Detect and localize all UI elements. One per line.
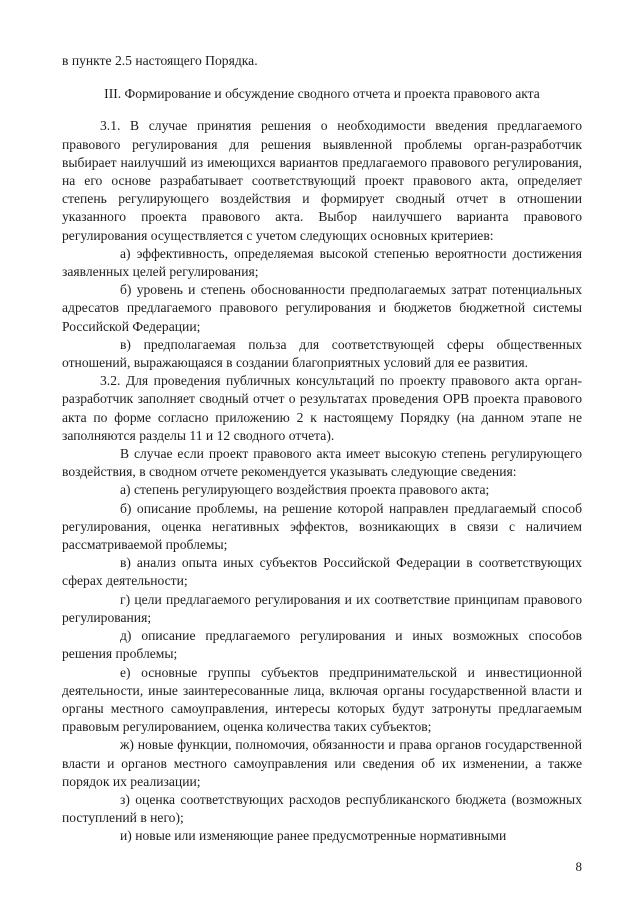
criterion-b: б) уровень и степень обоснованности предполагаемых затрат потенциальных адресатов предлагаемого правового регулирования и бюджетов бюджетной системы Российской Федерации; <box>62 282 582 334</box>
item-c: в) анализ опыта иных субъектов Российской Федерации в соответствующих сферах деятельности; <box>62 555 582 589</box>
item-g: ж) новые функции, полномочия, обязанности и права органов государственной власти и органов местного самоуправления или сведения об их изменении, а также порядок их реализации; <box>62 737 582 789</box>
item-i: и) новые или изменяющие ранее предусмотренные нормативными <box>120 828 507 844</box>
item-h: з) оценка соответствующих расходов республиканского бюджета (возможных поступлений в него); <box>62 791 582 826</box>
section-heading: III. Формирование и обсуждение сводного отчета и проекта правового акта <box>104 86 540 102</box>
item-b: б) описание проблемы, на решение которой направлен предлагаемый способ регулирования, оценка негативных эффектов, возникающих в связи с наличием рассматриваемой проблемы; <box>62 500 582 553</box>
page-number: 8 <box>575 859 582 874</box>
criterion-a: а) эффективность, определяемая высокой степенью вероятности достижения заявленных целей регулирования; <box>62 245 582 280</box>
paragraph-3-1: 3.1. В случае принятия решения о необходимости введения предлагаемого правового регулирования для решения выявленной проблемы орган-разработчик выбирает наилучший из имеющихся вариантов предлагаемого правового регулирования, на его основе разрабатывает соответствующий проект правового акта, определяет степень регулирующего воздействия и формирует сводный отчет в отношении указанного проекта правового акта. Выбор наилучшего варианта правового регулирования осуществляется с учетом следующих основных критериев: <box>62 118 582 243</box>
intro-line: в пункте 2.5 настоящего Порядка. <box>62 53 258 68</box>
paragraph-3-2: 3.2. Для проведения публичных консультаций по проекту правового акта орган-разработчик заполняет сводный отчет о результатах проведения ОРВ проекта правового акта по форме согласно приложению 2 к настоящему Порядку (на данном этапе не заполняются разделы 11 и 12 сводного отчета). <box>62 373 582 443</box>
item-f: е) основные группы субъектов предпринимательской и инвестиционной деятельности, иные заинтересованные лица, включая органы государственной власти и органы местного самоуправления, интересы которых будут затронуты предлагаемым правовым регулированием, оценка количества таких субъектов; <box>62 664 582 735</box>
item-d: г) цели предлагаемого регулирования и их соответствие принципам правового регулирования; <box>62 591 582 625</box>
item-e: д) описание предлагаемого регулирования и иных возможных способов решения проблемы; <box>62 628 582 662</box>
criterion-c: в) предполагаемая польза для соответствующей сферы общественных отношений, выражающаяся в создании благоприятных условий для ее развития. <box>62 336 582 371</box>
paragraph-high-impact: В случае если проект правового акта имеет высокую степень регулирующего воздействия, в сводном отчете рекомендуется указывать следующие сведения: <box>62 446 582 480</box>
item-a: а) степень регулирующего воздействия проекта правового акта; <box>120 482 490 498</box>
